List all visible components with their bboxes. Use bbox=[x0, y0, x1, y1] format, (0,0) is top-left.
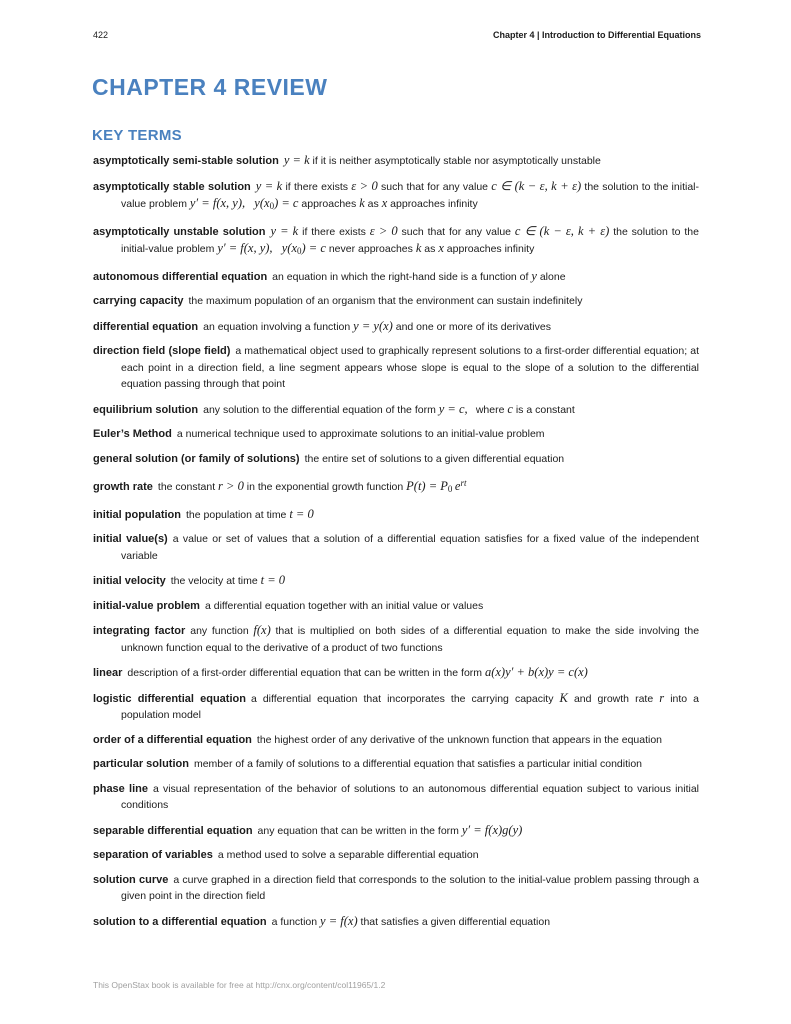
term-entry bbox=[93, 506, 699, 524]
definition-text: approaches infinity bbox=[446, 243, 535, 255]
term-name: initial population bbox=[93, 508, 181, 521]
math-expression: y = y(x) bbox=[353, 318, 393, 333]
math-expression: r bbox=[659, 690, 665, 705]
term-name: solution to a differential equation bbox=[93, 915, 267, 928]
math-expression: y(x bbox=[275, 241, 297, 255]
definition-text: a curve graphed in a direction field that corresponds to the solution to the initial-value problem passing through a given point in the direction field bbox=[121, 873, 699, 902]
definition-text: a function bbox=[271, 915, 318, 928]
math-expression: c bbox=[507, 401, 513, 416]
term-entry bbox=[93, 223, 699, 260]
term-name: growth rate bbox=[93, 481, 153, 493]
math-expression: y′ = f(x, y), bbox=[217, 241, 273, 255]
definition-text: a differential equation that incorporates the carrying capacity bbox=[250, 692, 554, 705]
math-expression: y = k bbox=[283, 153, 310, 167]
term-name: particular solution bbox=[93, 758, 189, 770]
math-expression: k bbox=[359, 196, 365, 210]
term-name: asymptotically unstable solution bbox=[93, 225, 266, 238]
definition-text: never approaches bbox=[328, 243, 413, 255]
math-expression: x bbox=[381, 196, 388, 210]
term-entry bbox=[93, 732, 699, 749]
math-expression: e bbox=[452, 479, 461, 493]
definition-text: a numerical technique used to approximate solutions to an initial-value problem bbox=[176, 428, 545, 440]
term-entry bbox=[93, 913, 699, 931]
definition-text: as bbox=[424, 243, 436, 255]
definition-text: as bbox=[367, 198, 379, 210]
math-expression: c ∈ (k − ε, k + ε) bbox=[514, 223, 610, 238]
definition-text: any function bbox=[190, 625, 249, 637]
term-name: separable differential equation bbox=[93, 824, 253, 837]
page-header bbox=[93, 30, 701, 40]
math-expression: k bbox=[415, 241, 422, 255]
term-name: initial value(s) bbox=[93, 533, 168, 545]
math-expression: P(t) = P bbox=[406, 479, 448, 493]
definition-text: the highest order of any derivative of the unknown function that appears in the equation bbox=[256, 733, 663, 746]
term-entry bbox=[93, 690, 699, 724]
definition-text: and growth rate bbox=[573, 692, 654, 705]
math-expression: 0 bbox=[297, 246, 302, 256]
definition-text: is a constant bbox=[515, 403, 575, 416]
key-terms-list bbox=[93, 152, 699, 938]
math-expression: t = 0 bbox=[289, 506, 314, 521]
definition-text: member of a family of solutions to a differential equation that satisfies a particular initial condition bbox=[193, 758, 643, 770]
definition-text: and one or more of its derivatives bbox=[395, 320, 551, 333]
term-name: asymptotically semi-stable solution bbox=[93, 155, 279, 167]
math-expression: a(x)y′ + b(x)y = c(x) bbox=[484, 665, 588, 679]
definition-text: the solution to the initial-value problem bbox=[121, 225, 699, 255]
definition-text: that is multiplied on both sides of a differential equation to make the side involving the unknown function equal to the derivative of a product of two functions bbox=[121, 625, 700, 654]
term-entry bbox=[93, 401, 699, 419]
definition-text: any solution to the differential equation of the form bbox=[203, 403, 436, 416]
definition-text: approaches infinity bbox=[390, 198, 478, 210]
term-entry bbox=[93, 822, 699, 840]
term-name: separation of variables bbox=[93, 849, 213, 861]
term-entry bbox=[93, 781, 699, 814]
math-expression: r > 0 bbox=[218, 479, 244, 493]
definition-text: if there exists bbox=[302, 225, 366, 238]
term-name: carrying capacity bbox=[93, 295, 184, 307]
term-name: autonomous differential equation bbox=[93, 270, 268, 283]
definition-text: where bbox=[470, 403, 505, 416]
definition-text: a differential equation together with an initial value or values bbox=[204, 599, 484, 612]
math-expression: t = 0 bbox=[260, 573, 286, 587]
math-expression: y′ = f(x)g(y) bbox=[461, 822, 523, 837]
definition-text: an equation involving a function bbox=[203, 320, 351, 333]
math-expression: ) = c bbox=[301, 241, 326, 255]
math-expression: y(x bbox=[248, 196, 270, 210]
term-name: initial velocity bbox=[93, 575, 166, 587]
math-expression: y = k bbox=[270, 223, 299, 238]
term-name: general solution (or family of solutions) bbox=[93, 452, 300, 465]
term-name: equilibrium solution bbox=[93, 403, 199, 416]
definition-text: such that for any value bbox=[401, 225, 512, 238]
term-entry bbox=[93, 293, 699, 310]
term-name: integrating factor bbox=[93, 625, 186, 637]
term-entry bbox=[93, 664, 699, 682]
definition-text: if it is neither asymptotically stable nor asymptotically unstable bbox=[312, 155, 601, 167]
definition-text: a mathematical object used to graphically represent solutions to a first-order differential equation; at each point in a direction field, a line segment appears whose slope is equal to the slope of a solution to the differential equation passing through that point bbox=[121, 345, 699, 390]
math-expression: ε > 0 bbox=[351, 178, 378, 193]
term-entry bbox=[93, 572, 699, 590]
definition-text: the velocity at time bbox=[170, 575, 258, 587]
definition-text: an equation in which the right-hand side is a function of bbox=[272, 270, 529, 283]
math-expression: y = f(x) bbox=[320, 913, 358, 928]
footer-note: This OpenStax book is available for free at http://cnx.org/content/col11965/1.2 bbox=[93, 980, 386, 990]
definition-text: if there exists bbox=[285, 180, 348, 193]
math-expression: x bbox=[438, 241, 444, 255]
term-entry bbox=[93, 426, 699, 443]
term-entry bbox=[93, 343, 699, 393]
term-name: asymptotically stable solution bbox=[93, 180, 251, 193]
definition-text: a method used to solve a separable differential equation bbox=[217, 849, 479, 861]
definition-text: in the exponential growth function bbox=[246, 481, 404, 493]
math-expression: y = c, bbox=[438, 401, 468, 416]
definition-text: the solution to the initial-value problem bbox=[121, 180, 699, 210]
term-name: differential equation bbox=[93, 320, 199, 333]
definition-text: the population at time bbox=[186, 508, 287, 521]
term-entry bbox=[93, 268, 699, 286]
definition-text: the constant bbox=[157, 481, 216, 493]
definition-text: approaches bbox=[301, 198, 357, 210]
term-name: direction field (slope field) bbox=[93, 345, 231, 357]
term-name: order of a differential equation bbox=[93, 733, 252, 746]
term-name: solution curve bbox=[93, 873, 169, 886]
term-entry bbox=[93, 475, 699, 498]
term-entry bbox=[93, 847, 699, 864]
math-expression: 0 bbox=[447, 484, 453, 494]
term-entry bbox=[93, 178, 699, 215]
math-expression: rt bbox=[460, 478, 467, 488]
definition-text: into a population model bbox=[121, 692, 700, 721]
term-entry bbox=[93, 872, 699, 905]
term-entry bbox=[93, 622, 699, 656]
definition-text: any equation that can be written in the form bbox=[257, 824, 459, 837]
term-entry bbox=[93, 598, 699, 615]
definition-text: a visual representation of the behavior of solutions to an autonomous differential equation subject to various initial conditions bbox=[121, 782, 700, 811]
math-expression: y = k bbox=[255, 178, 283, 193]
definition-text: such that for any value bbox=[381, 180, 489, 193]
definition-text: that satisfies a given differential equation bbox=[360, 915, 551, 928]
term-entry bbox=[93, 152, 699, 170]
term-name: initial-value problem bbox=[93, 599, 200, 612]
math-expression: ) = c bbox=[274, 196, 299, 210]
math-expression: c ∈ (k − ε, k + ε) bbox=[491, 178, 582, 193]
term-entry bbox=[93, 756, 699, 773]
definition-text: the entire set of solutions to a given differential equation bbox=[304, 452, 565, 465]
math-expression: K bbox=[559, 690, 568, 705]
math-expression: y′ = f(x, y), bbox=[189, 196, 246, 210]
definition-text: description of a first-order differential equation that can be written in the form bbox=[127, 667, 483, 679]
definition-text: a value or set of values that a solution of a differential equation satisfies for a fixed value of the independent variable bbox=[121, 533, 699, 562]
math-expression: 0 bbox=[269, 201, 275, 211]
term-name: linear bbox=[93, 667, 123, 679]
math-expression: f(x) bbox=[253, 623, 271, 637]
definition-text: the maximum population of an organism that the environment can sustain indefinitely bbox=[188, 295, 583, 307]
term-name: phase line bbox=[93, 782, 148, 795]
term-entry bbox=[93, 531, 699, 564]
term-name: Euler’s Method bbox=[93, 428, 172, 440]
term-entry bbox=[93, 318, 699, 336]
math-expression: ε > 0 bbox=[369, 223, 398, 238]
term-entry bbox=[93, 451, 699, 468]
chapter-title: CHAPTER 4 REVIEW bbox=[92, 74, 328, 100]
section-title: KEY TERMS bbox=[92, 127, 182, 144]
term-name: logistic differential equation bbox=[93, 692, 246, 705]
running-header: Chapter 4 | Introduction to Differential Equations bbox=[492, 30, 701, 40]
math-expression: y bbox=[531, 268, 537, 283]
page-number: 422 bbox=[93, 30, 109, 40]
definition-text: alone bbox=[539, 270, 566, 283]
